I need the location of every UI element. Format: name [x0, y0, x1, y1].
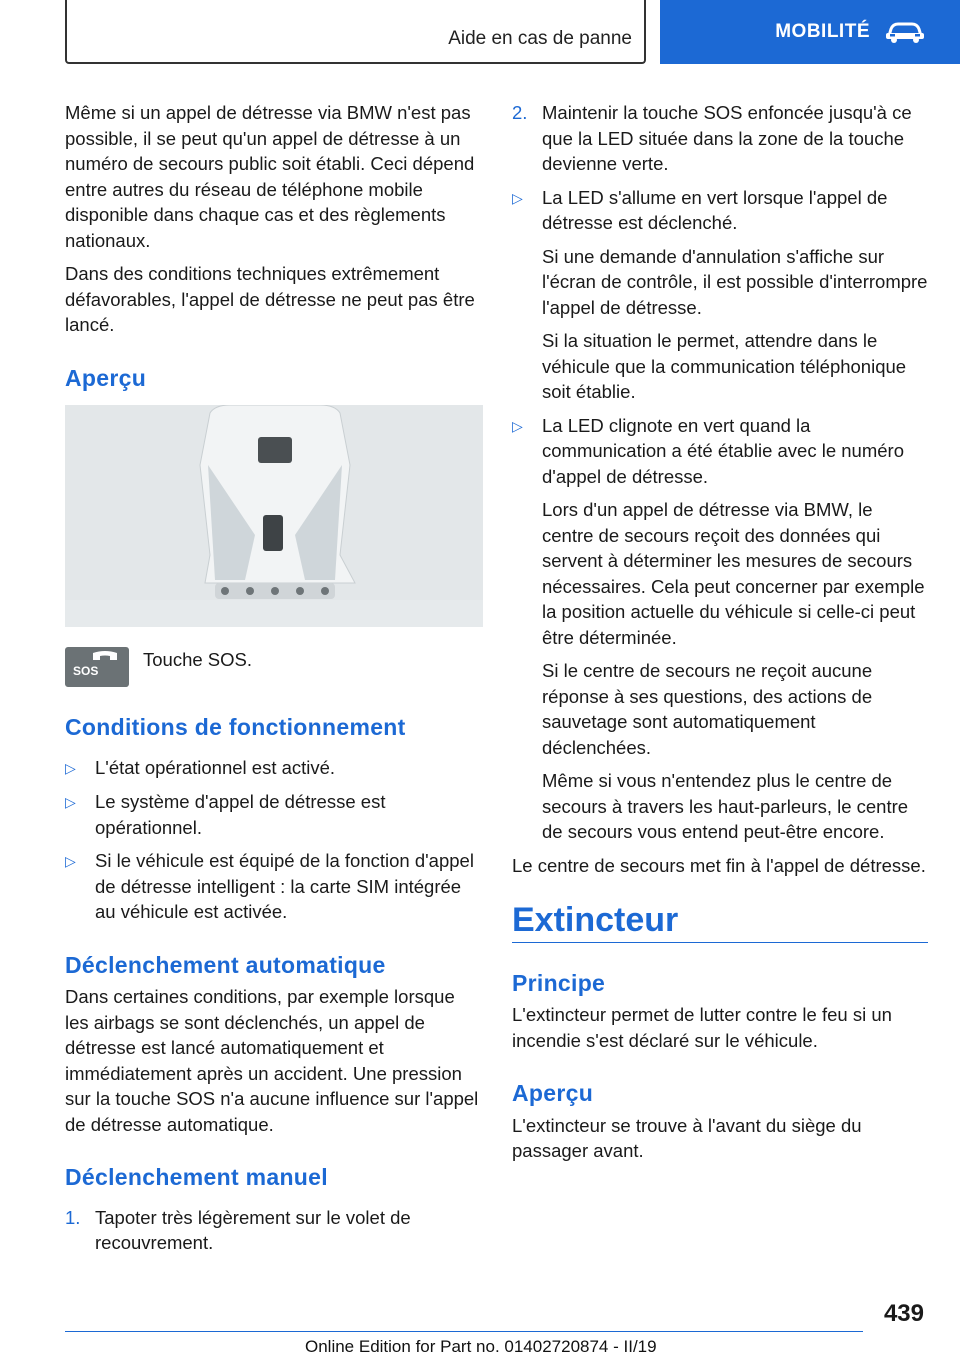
list-item: ▷ La LED clignote en vert quand la communication a été établie avec le numéro d'appel de détresse.	[512, 413, 928, 490]
page-number: 439	[883, 1300, 924, 1327]
overhead-console-photo	[65, 405, 483, 627]
list-item: ▷ Le système d'appel de détresse est opérationnel.	[65, 789, 483, 840]
sos-icon-label: SOS	[73, 663, 99, 678]
paragraph-end-call: Le centre de secours met fin à l'appel de détresse.	[512, 854, 926, 876]
sub-paragraph: Si la situation le permet, attendre dans le véhicule que la communication téléphonique soit établie.	[542, 330, 907, 402]
sub-paragraph: Si une demande d'annulation s'affiche sur l'écran de contrôle, il est possible d'interrompre l'appel de détresse.	[542, 245, 928, 318]
footer-divider	[65, 1331, 863, 1332]
heading-apercu: Aperçu	[65, 364, 147, 391]
heading-conditions: Conditions de fonctionnement	[65, 714, 406, 740]
car-icon	[884, 21, 926, 43]
heading-extincteur: Extincteur	[512, 908, 928, 943]
sub-paragraph: Si le centre de secours ne reçoit aucune réponse à ses questions, des actions de sauvetage sont automatiquement déclenchées.	[542, 660, 873, 758]
tab-label: MOBILITÉ	[775, 21, 870, 42]
header-section-box	[65, 0, 646, 64]
heading-manual: Déclenchement manuel	[65, 1164, 328, 1190]
step-item: 1. Tapoter très légèrement sur le volet de recouvrement.	[65, 1206, 411, 1253]
left-column	[65, 100, 483, 1264]
paragraph-conditions: Dans des conditions techniques extrêmement défavorables, l'appel de détresse ne peut pas être lancé.	[65, 263, 475, 335]
list-item: ▷ La LED s'allume en vert lorsque l'appel de détresse est déclenché.	[512, 185, 928, 236]
tab-mobilite[interactable]	[660, 0, 960, 64]
triangle-bullet-icon: ▷	[65, 794, 76, 810]
paragraph-apercu-extincteur: L'extincteur se trouve à l'avant du siège du passager avant.	[512, 1114, 862, 1161]
triangle-bullet-icon: ▷	[512, 189, 523, 206]
footer-edition: Online Edition for Part no. 01402720874 - II/19	[305, 1337, 657, 1356]
section-title: Aide en cas de panne	[448, 28, 632, 49]
sos-caption	[65, 647, 483, 687]
sub-paragraph: Lors d'un appel de détresse via BMW, le centre de secours reçoit des données qui servent à déterminer les mesures de secours nécessaires. Cela peut concerner par exemple la position actuelle du véhicule si celle-ci peut être déterminée.	[542, 499, 925, 648]
paragraph-automatic: Dans certaines conditions, par exemple lorsque les airbags se sont déclenchés, un appel de détresse est lancé automatiquement et immédiatement après un accident. Une pression sur la touche SOS n'a aucune influence sur l'appel de détresse automatique.	[65, 986, 479, 1135]
list-item: ▷ L'état opérationnel est activé.	[65, 755, 483, 782]
right-column	[512, 100, 928, 1172]
caption-text: Touche SOS.	[143, 649, 253, 670]
heading-principe: Principe	[512, 969, 606, 996]
triangle-bullet-icon: ▷	[65, 759, 76, 776]
heading-apercu-extincteur: Aperçu	[512, 1080, 594, 1106]
step-item: 2. Maintenir la touche SOS enfoncée jusqu'à ce que la LED située dans la zone de la touche devienne verte.	[512, 102, 912, 174]
sub-paragraph: Même si vous n'entendez plus le centre de secours à travers les haut-parleurs, le centre de secours vous entend peut-être encore.	[542, 770, 909, 842]
heading-automatic: Déclenchement automatique	[65, 951, 386, 978]
list-item: ▷ Si le véhicule est équipé de la fonction d'appel de détresse intelligent : la carte SIM intégrée au véhicule est activée.	[65, 848, 483, 925]
triangle-bullet-icon: ▷	[65, 853, 76, 869]
triangle-bullet-icon: ▷	[512, 417, 523, 434]
paragraph-international: Même si un appel de détresse via BMW n'est pas possible, il se peut qu'un appel de détresse à un numéro de secours public soit établi. Ceci dépend entre autres du réseau de téléphone mobile disponible dans chaque cas et des règlements nationaux.	[65, 102, 475, 251]
paragraph-principe: L'extincteur permet de lutter contre le feu si un incendie s'est déclaré sur le véhicule.	[512, 1004, 892, 1051]
sos-phone-icon	[65, 647, 129, 687]
